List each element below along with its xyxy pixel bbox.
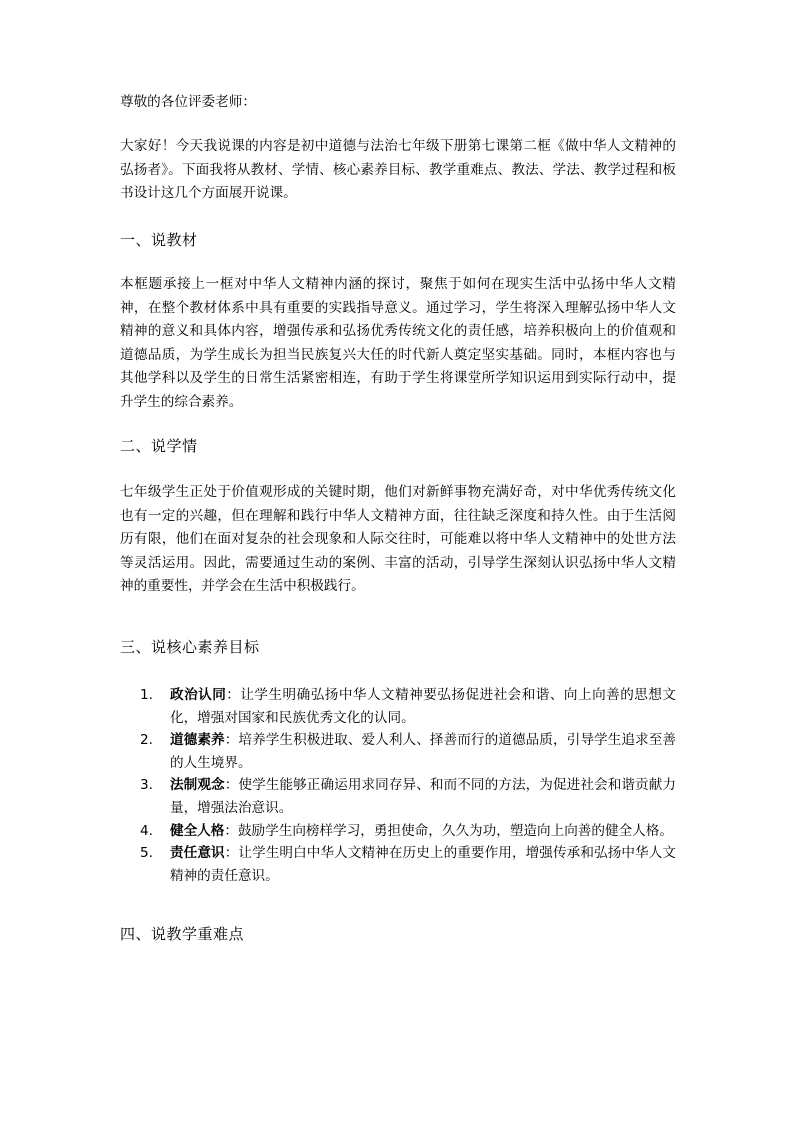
goal-term: 政治认同 (170, 687, 227, 703)
goal-item (140, 729, 676, 774)
section-heading-textbook: 一、说教材 (120, 231, 198, 249)
section-heading-students: 二、说学情 (120, 437, 198, 455)
section-body-students: 七年级学生正处于价值观形成的关键时期，他们对新鲜事物充满好奇，对中华优秀传统文化也有一定的兴趣，但在理解和践行中华人文精神方面，往往缺乏深度和持久性。由于生活阅历有限，他们在面对复杂的社会现象和人际交往时，可能难以将中华人文精神中的处世方法等灵活运用。因此，需要通过生动的案例、丰富的活动，引导学生深刻认识弘扬中华人文精神的重要性，并学会在生活中积极践行。 (120, 484, 676, 594)
goal-number: 1. (140, 687, 153, 703)
goal-item (140, 684, 676, 729)
goal-term: 法制观念 (170, 777, 225, 794)
goal-text: ：鼓励学生向榜样学习，勇担使命，久久为功，塑造向上向善的健全人格。 (224, 822, 673, 839)
goal-item (140, 842, 676, 887)
goal-item (140, 774, 676, 819)
goal-text: ：让学生明白中华人文精神在历史上的重要作用，增强传承和弘扬中华人文精神的责任意识。 (170, 845, 677, 884)
goal-text: ：培养学生积极进取、爱人利人、择善而行的道德品质，引导学生追求至善的人生境界。 (170, 732, 677, 771)
section-heading-key-points: 四、说教学重难点 (120, 925, 245, 943)
goal-term: 健全人格 (170, 822, 225, 839)
goal-number: 4. (140, 822, 153, 839)
goal-number: 3. (140, 777, 153, 794)
goal-item (140, 820, 676, 843)
goal-number: 2. (140, 732, 153, 749)
goal-number: 5. (140, 845, 153, 862)
intro-paragraph: 大家好！今天我说课的内容是初中道德与法治七年级下册第七课第二框《做中华人文精神的弘扬者》。下面我将从教材、学情、核心素养目标、教学重难点、教法、学法、教学过程和板书设计这几个方面展开说课。 (120, 138, 676, 201)
goals-list (140, 684, 676, 887)
salutation: 尊敬的各位评委老师： (120, 94, 256, 110)
goal-term: 道德素养 (170, 732, 225, 749)
goal-term: 责任意识 (170, 845, 225, 862)
goal-text: ：让学生明确弘扬中华人文精神要弘扬促进社会和谐、向上向善的思想文化，增强对国家和民族优秀文化的认同。 (170, 687, 677, 726)
section-body-textbook: 本框题承接上一框对中华人文精神内涵的探讨，聚焦于如何在现实生活中弘扬中华人文精神，在整个教材体系中具有重要的实践指导意义。通过学习，学生将深入理解弘扬中华人文精神的意义和具体内容，增强传承和弘扬优秀传统文化的责任感，培养积极向上的价值观和道德品质，为学生成长为担当民族复兴大任的时代新人奠定坚实基础。同时，本框内容也与其他学科以及学生的日常生活紧密相连，有助于学生将课堂所学知识运用到实际行动中，提升学生的综合素养。 (120, 276, 676, 410)
goal-text: ：使学生能够正确运用求同存异、和而不同的方法，为促进社会和谐贡献力量，增强法治意识。 (170, 777, 677, 816)
section-heading-goals: 三、说核心素养目标 (120, 638, 260, 656)
